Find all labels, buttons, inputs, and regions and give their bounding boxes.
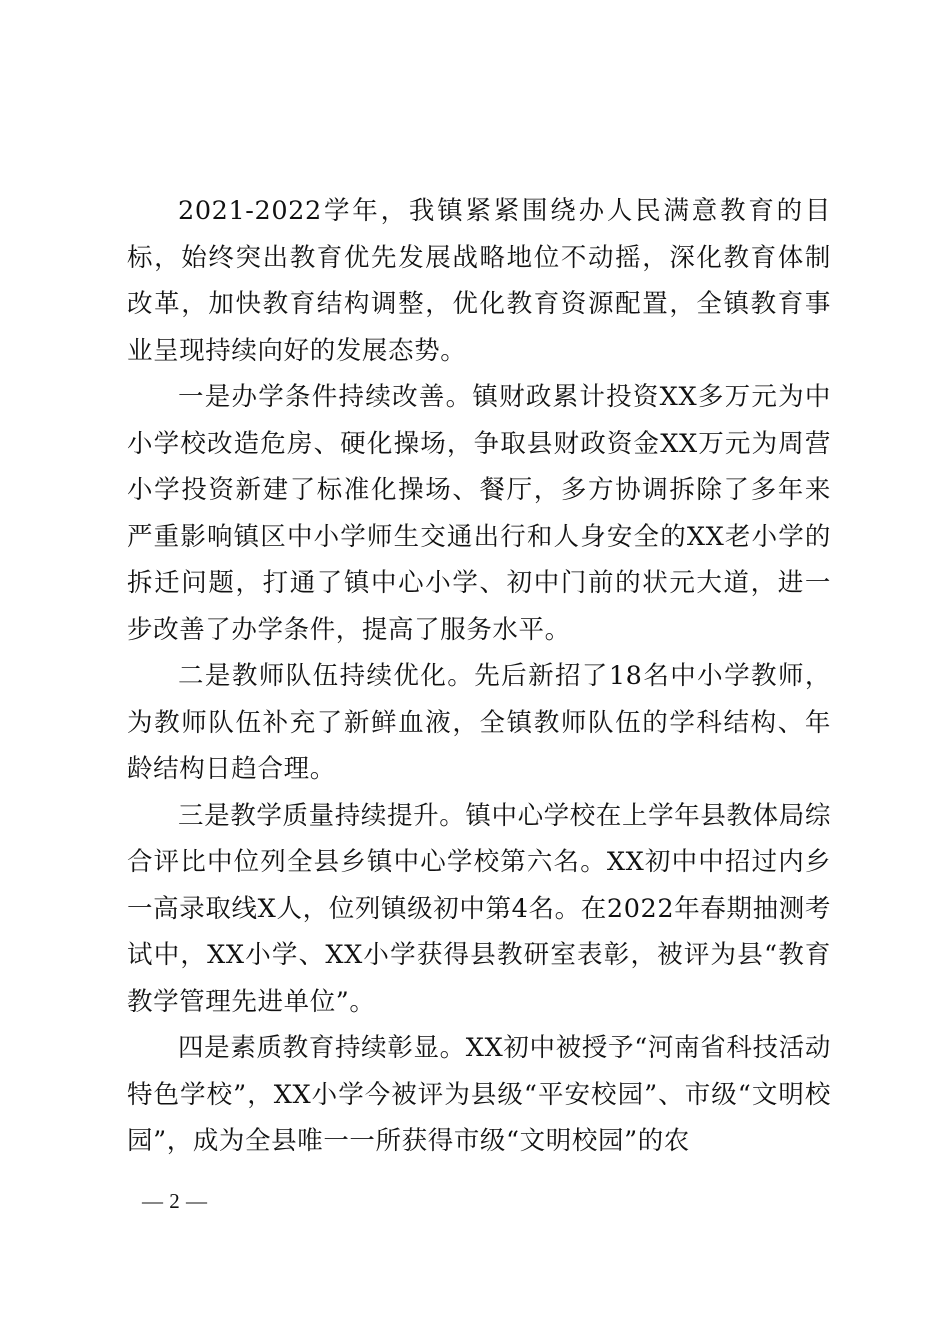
paragraph-teaching-quality: 三是教学质量持续提升。镇中心学校在上学年县教体局综合评比中位列全县乡镇中心学校第六名。XX初中中招过内乡一高录取线X人，位列镇级初中第4名。在2022年春期抽测考试中，XX小学、XX小学获得县教研室表彰，被评为县“教育教学管理先进单位”。 (127, 800, 831, 1017)
document-body (127, 188, 831, 1165)
paragraph-school-conditions: 一是办学条件持续改善。镇财政累计投资XX多万元为中小学校改造危房、硬化操场，争取县财政资金XX万元为周营小学投资新建了标准化操场、餐厅，多方协调拆除了多年来严重影响镇区中小学师生交通出行和人身安全的XX老小学的拆迁问题，打通了镇中心小学、初中门前的状元大道，进一步改善了办学条件，提高了服务水平。 (127, 382, 831, 645)
paragraph-intro: 2021-2022学年，我镇紧紧围绕办人民满意教育的目标，始终突出教育优先发展战略地位不动摇，深化教育体制改革，加快教育结构调整，优化教育资源配置，全镇教育事业呈现持续向好的发展态势。 (127, 196, 831, 366)
paragraph-teacher-team: 二是教师队伍持续优化。先后新招了18名中小学教师，为教师队伍补充了新鲜血液，全镇教师队伍的学科结构、年龄结构日趋合理。 (127, 661, 831, 784)
page-number: — 2 — (142, 1189, 208, 1213)
paragraph-quality-education: 四是素质教育持续彰显。XX初中被授予“河南省科技活动特色学校”，XX小学今被评为县级“平安校园”、市级“文明校园”，成为全县唯一一所获得市级“文明校园”的农 (127, 1033, 831, 1156)
